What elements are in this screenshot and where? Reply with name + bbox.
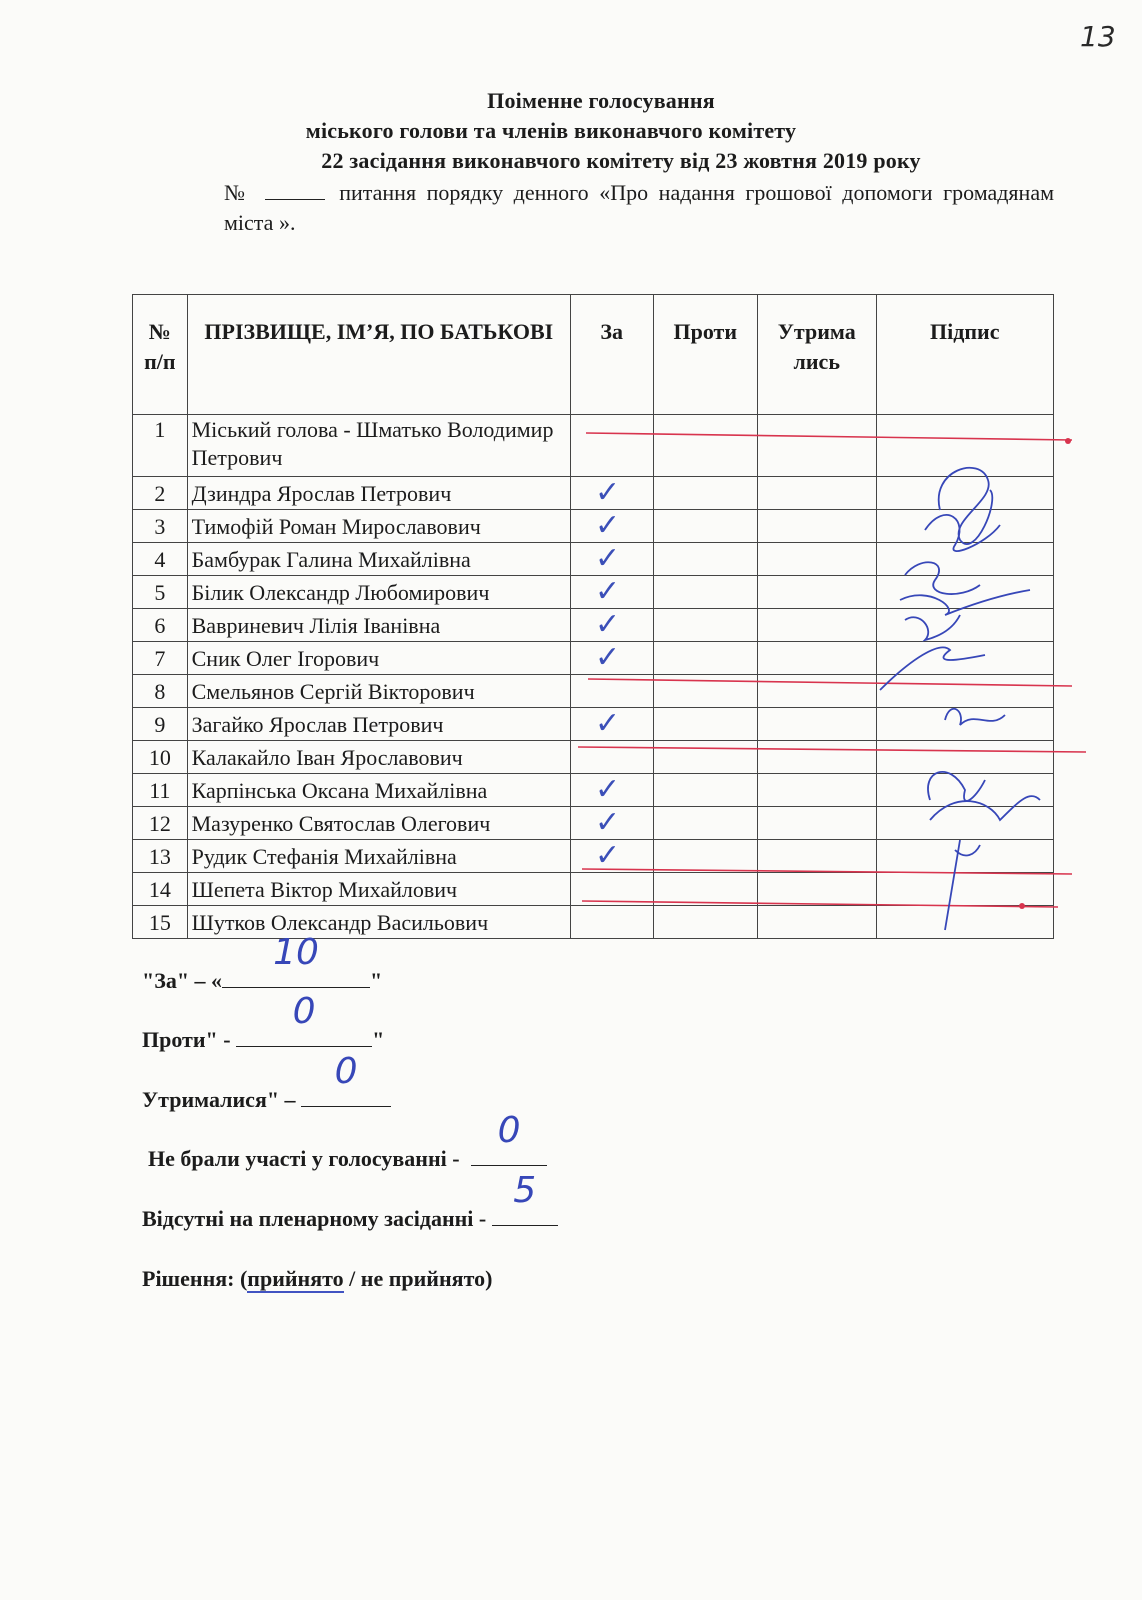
member-name: Дзиндра Ярослав Петрович	[187, 477, 570, 510]
decision-not-adopted: не прийнято	[360, 1266, 486, 1291]
checkmark-icon: ✓	[594, 804, 621, 840]
signature-6	[905, 615, 960, 640]
signature-9	[945, 709, 1005, 725]
decision-adopted: прийнято	[247, 1266, 344, 1291]
member-name: Шепета Віктор Михайлович	[187, 873, 570, 906]
row-number: 8	[133, 675, 188, 708]
summary-for-value: 10	[273, 932, 319, 973]
member-name: Міський голова - Шматько Володимир Петрович	[187, 415, 570, 477]
row-number: 12	[133, 807, 188, 840]
row-number: 9	[133, 708, 188, 741]
meeting-info: 22 засідання виконавчого комітету від 23 жовтня 2019 року	[321, 148, 921, 173]
checkmark-icon: ✓	[594, 540, 621, 576]
decision-separator: /	[343, 1266, 361, 1291]
document-subtitle: міського голови та членів виконавчого комітету	[305, 118, 797, 143]
decision-open-paren: (	[239, 1266, 248, 1291]
strike-line-row-1	[586, 433, 1072, 440]
summary-not-voting-label: Не брали участі у голосуванні -	[148, 1146, 460, 1171]
row-number: 2	[133, 477, 188, 510]
strike-dot	[1019, 903, 1025, 909]
checkmark-icon: ✓	[594, 573, 621, 609]
checkmark-icon: ✓	[594, 771, 621, 807]
strike-line-row-14	[582, 869, 1072, 874]
summary-against-end: "	[372, 1027, 385, 1052]
summary-absent-value: 5	[513, 1170, 537, 1211]
row-number: 14	[133, 873, 188, 906]
strike-lines	[578, 433, 1086, 907]
row-number: 11	[133, 774, 188, 807]
header-against: Проти	[653, 295, 758, 415]
summary-against-label: Проти" -	[142, 1027, 231, 1052]
checkmark-icon: ✓	[594, 507, 621, 543]
member-name: Калакайло Іван Ярославович	[187, 741, 570, 774]
member-name: Тимофій Роман Мирославович	[187, 510, 570, 543]
signature-4	[905, 562, 980, 594]
member-name: Сник Олег Ігорович	[187, 642, 570, 675]
row-number: 1	[133, 415, 188, 477]
summary-abstain-value: 0	[334, 1051, 358, 1092]
member-name: Рудик Стефанія Михайлівна	[187, 840, 570, 873]
member-name: Карпінська Оксана Михайлівна	[187, 774, 570, 807]
row-number: 10	[133, 741, 188, 774]
decision-close-paren: )	[485, 1266, 493, 1291]
row-number: 15	[133, 906, 188, 939]
row-number: 5	[133, 576, 188, 609]
checkmark-icon: ✓	[594, 606, 621, 642]
summary-not-voting-value: 0	[497, 1110, 521, 1151]
header-abstain: Утрима лись	[758, 295, 877, 415]
row-number: 13	[133, 840, 188, 873]
summary-against-value: 0	[292, 991, 316, 1032]
signature-12	[930, 796, 1040, 820]
member-name: Бамбурак Галина Михайлівна	[187, 543, 570, 576]
summary-for-label: "За" – «	[142, 968, 223, 993]
strike-line-row-8	[588, 679, 1072, 686]
summary-abstain-label: Утрималися" –	[142, 1087, 296, 1112]
signatures	[880, 468, 1040, 930]
checkmark-icon: ✓	[594, 639, 621, 675]
member-name: Загайко Ярослав Петрович	[187, 708, 570, 741]
agenda-number-sign: №	[224, 180, 251, 205]
signature-3	[925, 515, 1000, 551]
strike-line-row-10	[578, 747, 1086, 752]
member-name: Смельянов Сергій Вікторович	[187, 675, 570, 708]
header-for: За	[570, 295, 653, 415]
member-name: Мазуренко Святослав Олегович	[187, 807, 570, 840]
decision-label: Рішення:	[142, 1266, 235, 1291]
signature-5	[900, 590, 1030, 615]
header-signature: Підпис	[876, 295, 1054, 415]
row-number: 4	[133, 543, 188, 576]
checkmark-icon: ✓	[594, 705, 621, 741]
member-name: Білик Олександр Любомирович	[187, 576, 570, 609]
strike-line-dots	[1019, 438, 1071, 909]
strike-dot	[1065, 438, 1071, 444]
row-number: 7	[133, 642, 188, 675]
agenda-text: питання порядку денного «Про надання грошової допомоги громадянам міста ».	[224, 180, 1055, 235]
checkmark-icon: ✓	[594, 474, 621, 510]
row-number: 3	[133, 510, 188, 543]
strike-line-row-15	[582, 901, 1058, 907]
member-name: Вавриневич Лілія Іванівна	[187, 609, 570, 642]
page-number: 13	[1080, 20, 1116, 53]
summary-for-end: "	[370, 968, 383, 993]
signature-13	[945, 840, 980, 930]
row-number: 6	[133, 609, 188, 642]
signature-11	[928, 772, 985, 801]
summary-absent-label: Відсутні на пленарному засіданні -	[142, 1206, 487, 1231]
member-name: Шутков Олександр Васильович	[187, 906, 570, 939]
header-num: № п/п	[133, 295, 188, 415]
checkmark-icon: ✓	[594, 837, 621, 873]
document-title: Поіменне голосування	[487, 88, 715, 113]
signature-2	[939, 468, 993, 544]
header-name: ПРІЗВИЩЕ, ІМ’Я, ПО БАТЬКОВІ	[187, 295, 570, 415]
